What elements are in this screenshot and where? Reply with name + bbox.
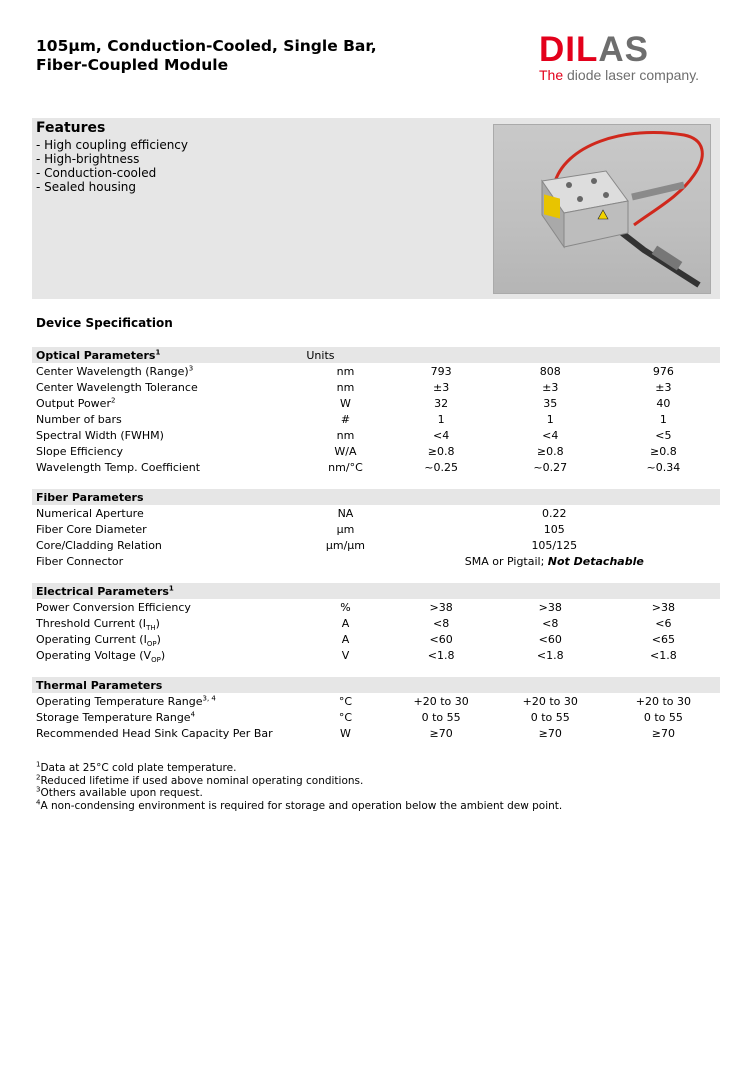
table-row bbox=[32, 379, 720, 395]
param-value: <1.8 bbox=[536, 648, 564, 662]
product-photo bbox=[493, 124, 711, 294]
param-value: 105/125 bbox=[531, 538, 578, 552]
footnote-number: 1 bbox=[36, 760, 41, 769]
param-value: 0 to 55 bbox=[530, 710, 570, 724]
param-label bbox=[32, 411, 302, 427]
fiber-heading: Fiber Parameters bbox=[32, 489, 302, 505]
footnote-text: A non-condensing environment is required for storage and operation below the ambient dew point. bbox=[40, 799, 563, 812]
param-value: 1 bbox=[546, 412, 554, 426]
param-label bbox=[32, 427, 302, 443]
table-row bbox=[32, 709, 720, 725]
param-value: 40 bbox=[656, 396, 671, 410]
logo-tag-red: The bbox=[539, 67, 564, 83]
param-label-text: Slope Efficiency bbox=[36, 444, 124, 458]
param-value: <8 bbox=[542, 616, 559, 630]
param-unit: µm/µm bbox=[325, 538, 366, 552]
param-value: >38 bbox=[651, 600, 675, 614]
footnote-number: 2 bbox=[36, 773, 41, 781]
logo-wordmark bbox=[539, 32, 715, 67]
table-row bbox=[32, 693, 720, 709]
param-value: <65 bbox=[651, 632, 675, 646]
param-value: <1.8 bbox=[650, 648, 677, 662]
footnote bbox=[36, 775, 562, 788]
table-row bbox=[32, 411, 720, 427]
param-label bbox=[32, 725, 302, 741]
param-value: <60 bbox=[538, 632, 562, 646]
param-label bbox=[32, 379, 302, 395]
param-label bbox=[32, 395, 302, 411]
param-value: 0 to 55 bbox=[643, 710, 683, 724]
param-label-text: Wavelength Temp. Coefficient bbox=[36, 460, 201, 474]
param-unit: % bbox=[340, 600, 351, 614]
param-label bbox=[32, 443, 302, 459]
param-unit: °C bbox=[338, 710, 353, 724]
optical-heading bbox=[32, 347, 302, 363]
footnote-text: Data at 25°C cold plate temperature. bbox=[40, 762, 237, 774]
param-value: +20 to 30 bbox=[522, 694, 578, 708]
table-row bbox=[32, 725, 720, 741]
footnote-ref: 3 bbox=[188, 363, 194, 372]
device-spec-heading: Device Specification bbox=[36, 316, 173, 330]
param-value: 1 bbox=[659, 412, 667, 426]
param-value: ≥0.8 bbox=[536, 444, 564, 458]
thermal-header-row bbox=[32, 677, 720, 693]
table-row bbox=[32, 537, 720, 553]
param-label-text: Operating Current (I bbox=[36, 632, 147, 646]
footnote bbox=[36, 800, 562, 813]
connector-value: SMA or Pigtail; bbox=[464, 554, 548, 568]
param-subscript: OP bbox=[146, 639, 157, 648]
param-label bbox=[32, 647, 302, 663]
feature-item: - Sealed housing bbox=[36, 180, 137, 194]
param-label-tail: ) bbox=[160, 648, 166, 662]
features-list bbox=[36, 138, 188, 194]
param-value: 1 bbox=[437, 412, 445, 426]
param-label-tail: ) bbox=[155, 616, 160, 630]
logo-word-gray: AS bbox=[598, 30, 650, 69]
param-label bbox=[32, 459, 302, 475]
electrical-heading bbox=[32, 583, 302, 599]
logo-word-red: DIL bbox=[539, 30, 599, 69]
param-value: <4 bbox=[433, 428, 450, 442]
param-value: <4 bbox=[542, 428, 559, 442]
param-label bbox=[32, 599, 302, 615]
param-value: ~0.34 bbox=[646, 460, 681, 474]
param-value: 32 bbox=[434, 396, 449, 410]
param-value: <5 bbox=[655, 428, 672, 442]
footnote-ref: 3, 4 bbox=[202, 693, 216, 702]
param-label bbox=[32, 631, 302, 647]
fiber-header-row bbox=[32, 489, 720, 505]
units-label: Units bbox=[302, 347, 384, 363]
param-value: ≥70 bbox=[651, 726, 675, 740]
param-label-text: Power Conversion Efficiency bbox=[36, 600, 191, 614]
param-value: ~0.27 bbox=[533, 460, 568, 474]
param-value: <1.8 bbox=[427, 648, 455, 662]
param-unit: A bbox=[341, 616, 350, 630]
param-value: 976 bbox=[652, 364, 674, 378]
param-value: +20 to 30 bbox=[413, 694, 469, 708]
param-subscript: OP bbox=[151, 655, 161, 664]
footnote-text: Others available upon request. bbox=[40, 787, 203, 799]
footnote-ref: 4 bbox=[190, 709, 196, 718]
dilas-logo bbox=[539, 32, 715, 84]
param-value: 35 bbox=[543, 396, 558, 410]
param-label-tail: ) bbox=[156, 632, 161, 646]
param-label: Fiber Connector bbox=[36, 554, 124, 568]
table-row bbox=[32, 599, 720, 615]
param-unit: NA bbox=[337, 506, 354, 520]
table-row bbox=[32, 553, 720, 569]
param-label bbox=[32, 693, 302, 709]
param-label-text: Center Wavelength Tolerance bbox=[36, 380, 198, 394]
param-value: <60 bbox=[429, 632, 453, 646]
param-label bbox=[32, 615, 302, 631]
table-row bbox=[32, 459, 720, 475]
param-value: +20 to 30 bbox=[635, 694, 692, 708]
title-line-1: 105µm, Conduction-Cooled, Single Bar, bbox=[36, 37, 377, 55]
feature-item: - High coupling efficiency bbox=[36, 138, 189, 152]
param-label-text: Number of bars bbox=[36, 412, 122, 426]
param-unit: nm bbox=[336, 380, 355, 394]
param-value: ≥70 bbox=[538, 726, 562, 740]
param-unit: µm bbox=[336, 522, 355, 536]
param-value bbox=[385, 553, 720, 569]
logo-tag-rest: diode laser company. bbox=[563, 67, 700, 83]
electrical-heading-text: Electrical Parameters bbox=[36, 584, 169, 598]
table-row bbox=[32, 647, 720, 663]
table-row bbox=[32, 631, 720, 647]
footnote-number: 3 bbox=[36, 785, 41, 794]
param-value: >38 bbox=[538, 600, 562, 614]
param-value: 105 bbox=[543, 522, 565, 536]
thermal-heading: Thermal Parameters bbox=[32, 677, 302, 693]
footnote-ref: 1 bbox=[168, 583, 174, 592]
footnote-number: 4 bbox=[36, 798, 41, 806]
logo-tagline bbox=[539, 67, 715, 83]
optical-heading-text: Optical Parameters bbox=[36, 348, 156, 362]
param-unit: °C bbox=[338, 694, 353, 708]
connector-note: Not Detachable bbox=[547, 554, 644, 568]
param-value: 793 bbox=[430, 364, 452, 378]
param-value: 0 to 55 bbox=[421, 710, 461, 724]
param-label-text: Recommended Head Sink Capacity Per Bar bbox=[36, 726, 273, 740]
param-label bbox=[32, 709, 302, 725]
param-unit: W bbox=[340, 396, 351, 410]
param-label-text: Threshold Current (I bbox=[36, 616, 147, 630]
param-value: ±3 bbox=[655, 380, 672, 394]
param-label bbox=[32, 363, 302, 379]
table-row bbox=[32, 615, 720, 631]
footnote bbox=[36, 762, 562, 775]
param-unit: A bbox=[341, 632, 350, 646]
param-label-text: Operating Temperature Range bbox=[36, 694, 203, 708]
param-label-text: Storage Temperature Range bbox=[36, 710, 191, 724]
table-row bbox=[32, 443, 720, 459]
param-label-text: Operating Voltage (V bbox=[36, 648, 152, 662]
feature-item: - Conduction-cooled bbox=[36, 166, 157, 180]
param-unit: nm bbox=[336, 428, 355, 442]
footnote-ref: 2 bbox=[110, 395, 116, 404]
param-value: ±3 bbox=[433, 380, 450, 394]
table-row bbox=[32, 427, 720, 443]
param-unit: nm bbox=[336, 364, 355, 378]
footnote bbox=[36, 787, 562, 800]
param-unit: V bbox=[341, 648, 350, 662]
optical-header-row bbox=[32, 347, 720, 363]
features-panel bbox=[32, 118, 720, 299]
footnote-text: Reduced lifetime if used above nominal operating conditions. bbox=[40, 774, 364, 787]
spec-table bbox=[32, 347, 720, 741]
param-label-text: Spectral Width (FWHM) bbox=[36, 428, 164, 442]
param-value: ±3 bbox=[542, 380, 559, 394]
param-label-text: Center Wavelength (Range) bbox=[36, 364, 189, 378]
param-unit bbox=[302, 553, 384, 569]
param-value: <6 bbox=[655, 616, 672, 630]
electrical-header-row bbox=[32, 583, 720, 599]
table-row bbox=[32, 505, 720, 521]
param-value: <8 bbox=[433, 616, 450, 630]
param-label bbox=[32, 521, 302, 537]
param-value: 0.22 bbox=[542, 506, 567, 520]
param-label-text: Numerical Aperture bbox=[36, 506, 144, 520]
param-value: ≥70 bbox=[429, 726, 453, 740]
param-unit: nm/°C bbox=[328, 460, 363, 474]
param-unit: # bbox=[340, 412, 351, 426]
param-value: ~0.25 bbox=[424, 460, 458, 474]
table-row bbox=[32, 395, 720, 411]
param-label bbox=[32, 505, 302, 521]
feature-item: - High-brightness bbox=[36, 152, 140, 166]
param-label-text: Core/Cladding Relation bbox=[36, 538, 162, 552]
footnotes bbox=[36, 762, 562, 812]
param-unit: W/A bbox=[334, 444, 357, 458]
features-heading: Features bbox=[36, 120, 106, 136]
footnote-ref: 1 bbox=[155, 347, 161, 356]
param-value: ≥0.8 bbox=[427, 444, 455, 458]
param-subscript: TH bbox=[146, 623, 156, 632]
document-title bbox=[36, 37, 377, 75]
param-value: >38 bbox=[429, 600, 453, 614]
param-value: ≥0.8 bbox=[650, 444, 677, 458]
param-unit: W bbox=[340, 726, 351, 740]
param-value: 808 bbox=[539, 364, 561, 378]
param-label-text: Fiber Core Diameter bbox=[36, 522, 147, 536]
title-line-2: Fiber-Coupled Module bbox=[36, 56, 229, 74]
laser-module-image bbox=[494, 125, 710, 293]
param-label bbox=[32, 537, 302, 553]
table-row bbox=[32, 521, 720, 537]
table-row bbox=[32, 363, 720, 379]
param-label-text: Output Power bbox=[36, 396, 111, 410]
